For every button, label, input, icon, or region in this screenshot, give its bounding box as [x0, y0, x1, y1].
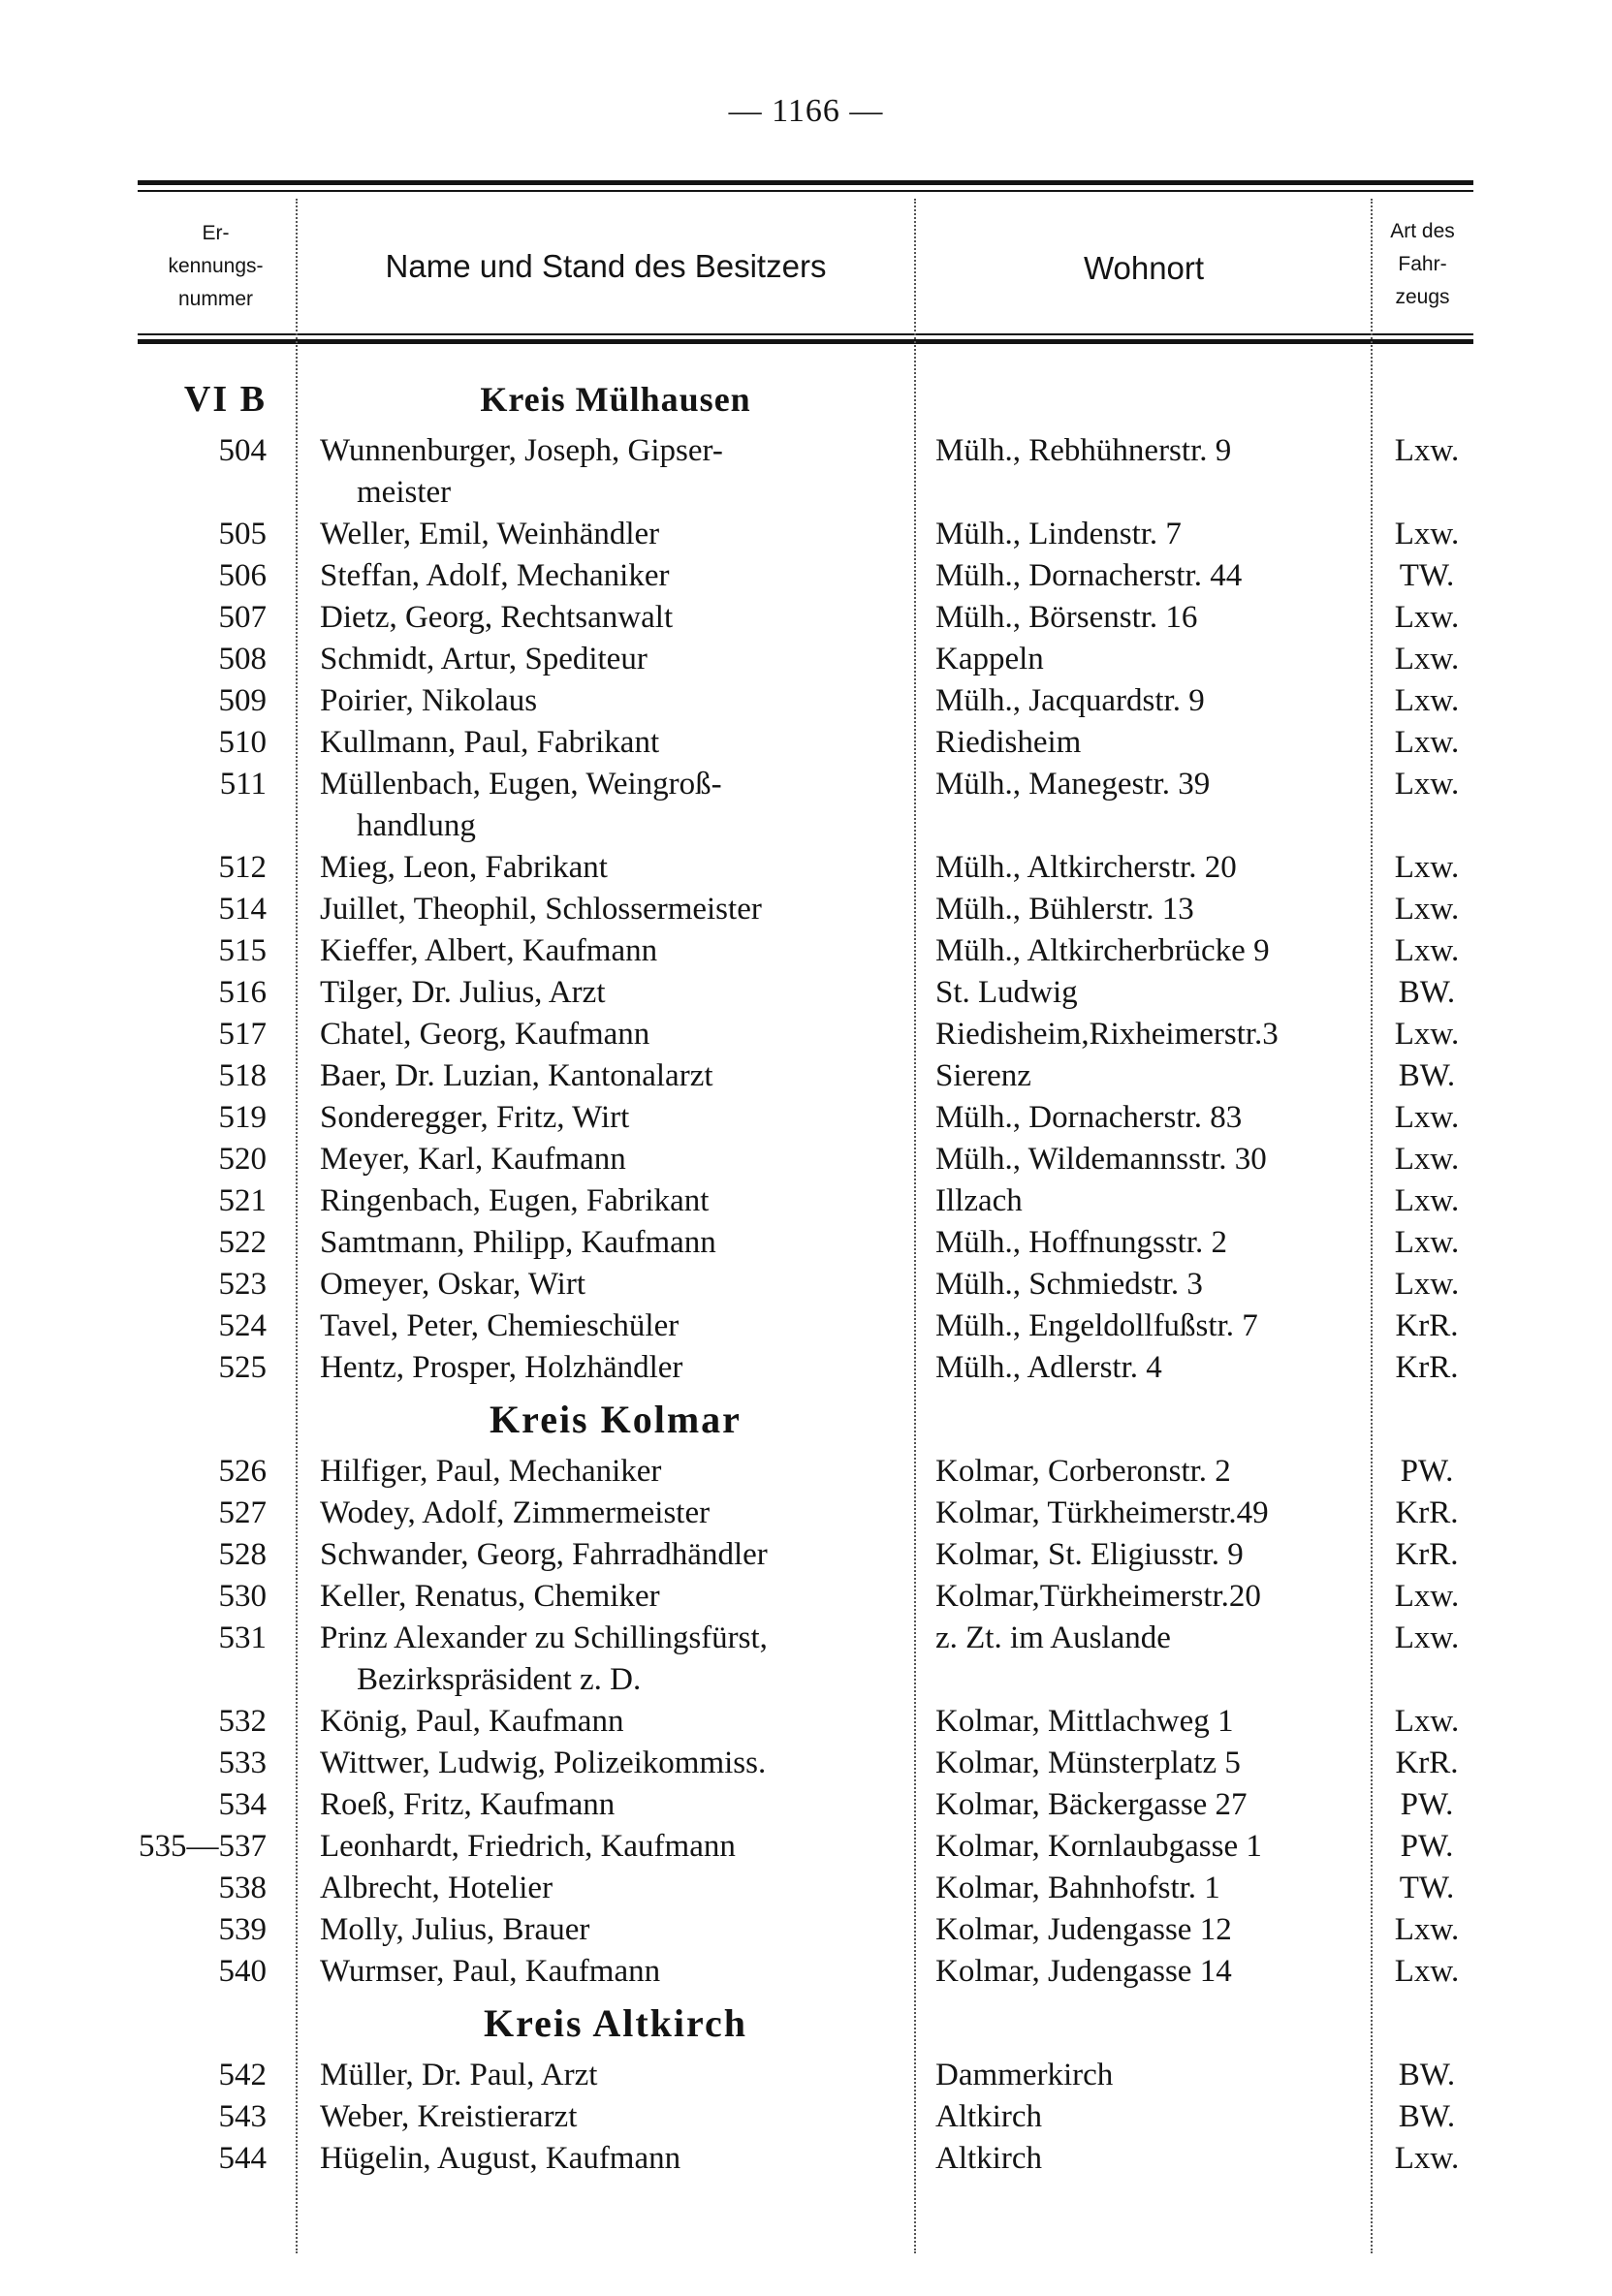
vehicle-type: Lxw. — [1394, 1017, 1460, 1052]
row-id-number: 510 — [218, 725, 267, 760]
row-id-number: 532 — [218, 1704, 267, 1739]
residence: Kolmar, Bäckergasse 27 — [935, 1787, 1248, 1822]
vehicle-type: KrR. — [1395, 1308, 1459, 1343]
vehicle-type: PW. — [1400, 1829, 1454, 1864]
header-id-column — [145, 217, 286, 316]
vehicle-type: Lxw. — [1394, 1912, 1460, 1947]
row-id-number: 514 — [218, 892, 267, 927]
table-row — [0, 555, 1612, 597]
residence: Mülh., Dornacherstr. 44 — [935, 558, 1243, 593]
owner-name-text: Kullmann, Paul, Fabrikant — [320, 725, 660, 760]
owner-name — [320, 722, 901, 764]
top-rule-thick — [138, 180, 1473, 185]
vehicle-type: Lxw. — [1394, 1183, 1460, 1218]
vehicle-type: Lxw. — [1394, 1142, 1460, 1177]
residence: Mülh., Jacquardstr. 9 — [935, 683, 1205, 718]
owner-name — [320, 2096, 901, 2138]
owner-name-text: Samtmann, Philipp, Kaufmann — [320, 1225, 716, 1260]
vehicle-type: Lxw. — [1394, 892, 1460, 927]
residence: Mülh., Rebhühnerstr. 9 — [935, 433, 1232, 468]
table-row — [0, 1264, 1612, 1305]
vehicle-type: Lxw. — [1394, 1225, 1460, 1260]
header-ort-column: Wohnort — [1083, 250, 1205, 286]
owner-name — [320, 514, 901, 555]
owner-name-continuation: handlung — [357, 808, 476, 843]
owner-name — [320, 680, 901, 722]
table-row — [0, 2055, 1612, 2096]
table-row — [0, 1743, 1612, 1784]
row-id-number: 512 — [218, 850, 267, 885]
row-id-number: 506 — [218, 558, 267, 593]
row-id-number: 531 — [218, 1620, 267, 1655]
owner-name — [320, 1493, 901, 1534]
residence: Altkirch — [935, 2099, 1042, 2134]
section-header — [0, 1993, 1612, 2055]
row-id-number: 509 — [218, 683, 267, 718]
header-art-line: Fahr- — [1398, 253, 1447, 275]
table-row — [0, 1784, 1612, 1826]
owner-name — [320, 2055, 901, 2096]
header-art-column — [1372, 215, 1473, 314]
row-id-number: 507 — [218, 600, 267, 635]
row-id-number: 517 — [218, 1017, 267, 1052]
owner-name-text: Keller, Renatus, Chemiker — [320, 1579, 660, 1614]
row-id-number: 544 — [218, 2141, 267, 2176]
header-id-line: nummer — [177, 288, 254, 310]
vehicle-type: Lxw. — [1394, 1100, 1460, 1135]
owner-name — [320, 972, 901, 1014]
residence: Kolmar, Corberonstr. 2 — [935, 1454, 1231, 1489]
residence: Mülh., Manegestr. 39 — [935, 767, 1211, 802]
vehicle-type: Lxw. — [1394, 1704, 1460, 1739]
owner-name — [320, 1576, 901, 1618]
owner-name-text: Ringenbach, Eugen, Fabrikant — [320, 1183, 710, 1218]
table-row — [0, 514, 1612, 555]
table-row — [0, 597, 1612, 639]
owner-name-text: Sonderegger, Fritz, Wirt — [320, 1100, 630, 1135]
table-row — [0, 639, 1612, 680]
vehicle-type: TW. — [1399, 1871, 1455, 1905]
table-row — [0, 1534, 1612, 1576]
row-id-number: 521 — [218, 1183, 267, 1218]
row-id-number: 539 — [218, 1912, 267, 1947]
residence: Illzach — [935, 1183, 1023, 1218]
table-row — [0, 1493, 1612, 1534]
table-row — [0, 1222, 1612, 1264]
row-id-number: 522 — [218, 1225, 267, 1260]
residence: Kappeln — [935, 642, 1044, 676]
owner-name — [320, 1534, 901, 1576]
row-id-number: 533 — [218, 1746, 267, 1780]
section-title: Kreis Kolmar — [490, 1398, 742, 1441]
table-row — [0, 1701, 1612, 1743]
residence: Mülh., Altkircherbrücke 9 — [935, 933, 1270, 968]
owner-name — [320, 1743, 901, 1784]
table-row — [0, 847, 1612, 889]
table-row — [0, 930, 1612, 972]
vehicle-type: Lxw. — [1394, 433, 1460, 468]
residence: Sierenz — [935, 1058, 1031, 1093]
header-id-line: kennungs- — [168, 255, 264, 277]
vehicle-type: KrR. — [1395, 1495, 1459, 1530]
table-row — [0, 1909, 1612, 1951]
section-header — [0, 368, 1612, 430]
vehicle-type: Lxw. — [1394, 1579, 1460, 1614]
header-rule-thin — [138, 333, 1473, 335]
residence: Kolmar, Judengasse 14 — [935, 1954, 1232, 1989]
owner-name — [320, 1139, 901, 1180]
residence: Kolmar, Bahnhofstr. 1 — [935, 1871, 1220, 1905]
vehicle-type: Lxw. — [1394, 1620, 1460, 1655]
residence: Mülh., Börsenstr. 16 — [935, 600, 1198, 635]
owner-name-text: Wunnenburger, Joseph, Gipser- — [320, 433, 723, 468]
owner-name-text: Tilger, Dr. Julius, Arzt — [320, 975, 606, 1010]
owner-name — [320, 1180, 901, 1222]
residence: Altkirch — [935, 2141, 1042, 2176]
vehicle-type: Lxw. — [1394, 1267, 1460, 1302]
table-row — [0, 2138, 1612, 2180]
vehicle-type: BW. — [1398, 975, 1456, 1010]
row-id-number: 515 — [218, 933, 267, 968]
vehicle-type: KrR. — [1395, 1746, 1459, 1780]
vehicle-type: Lxw. — [1394, 850, 1460, 885]
residence: Mülh., Hoffnungsstr. 2 — [935, 1225, 1227, 1260]
owner-name — [320, 1222, 901, 1264]
vehicle-type: Lxw. — [1394, 725, 1460, 760]
residence: Kolmar, Türkheimerstr.49 — [935, 1495, 1269, 1530]
owner-name — [320, 1347, 901, 1389]
owner-name — [320, 1305, 901, 1347]
owner-name — [320, 1826, 901, 1868]
residence: Kolmar, Mittlachweg 1 — [935, 1704, 1234, 1739]
row-id-number: 519 — [218, 1100, 267, 1135]
row-id-number: 535—537 — [139, 1829, 267, 1864]
header-name-column: Name und Stand des Besitzers — [385, 248, 827, 284]
row-id-number: 523 — [218, 1267, 267, 1302]
owner-name — [320, 847, 901, 889]
section-header — [0, 1389, 1612, 1451]
owner-name-text: Wittwer, Ludwig, Polizeikommiss. — [320, 1746, 767, 1780]
row-id-number: 543 — [218, 2099, 267, 2134]
owner-name-text: Leonhardt, Friedrich, Kaufmann — [320, 1829, 736, 1864]
table-row — [0, 1180, 1612, 1222]
residence: Riedisheim — [935, 725, 1082, 760]
owner-name-text: Juillet, Theophil, Schlossermeister — [320, 892, 762, 927]
row-id-number: 524 — [218, 1308, 267, 1343]
vehicle-type: Lxw. — [1394, 683, 1460, 718]
table-row — [0, 1014, 1612, 1055]
owner-name-text: Chatel, Georg, Kaufmann — [320, 1017, 650, 1052]
residence: Mülh., Dornacherstr. 83 — [935, 1100, 1243, 1135]
residence: Mülh., Altkircherstr. 20 — [935, 850, 1237, 885]
owner-name-text: Wodey, Adolf, Zimmermeister — [320, 1495, 711, 1530]
owner-name-continuation: meister — [357, 475, 452, 510]
vehicle-type: Lxw. — [1394, 2141, 1460, 2176]
vehicle-type: KrR. — [1395, 1350, 1459, 1385]
residence: Riedisheim,Rixheimerstr.3 — [935, 1017, 1279, 1052]
owner-name-text: Hilfiger, Paul, Mechaniker — [320, 1454, 662, 1489]
table-row — [0, 1576, 1612, 1618]
row-id-number: 528 — [218, 1537, 267, 1572]
table-row — [0, 430, 1612, 514]
owner-name-text: Müllenbach, Eugen, Weingroß- — [320, 767, 722, 802]
vehicle-type: KrR. — [1395, 1537, 1459, 1572]
residence: Kolmar, Münsterplatz 5 — [935, 1746, 1241, 1780]
owner-name — [320, 764, 901, 847]
header-id-line: Er- — [202, 222, 230, 244]
owner-name — [320, 1701, 901, 1743]
residence: St. Ludwig — [935, 975, 1078, 1010]
row-id-number: 526 — [218, 1454, 267, 1489]
vehicle-type: BW. — [1398, 1058, 1456, 1093]
owner-name-text: Schwander, Georg, Fahrradhändler — [320, 1537, 768, 1572]
owner-name-text: Roeß, Fritz, Kaufmann — [320, 1787, 616, 1822]
residence: Mülh., Lindenstr. 7 — [935, 517, 1182, 551]
table-row — [0, 889, 1612, 930]
residence: Dammerkirch — [935, 2058, 1114, 2092]
owner-name — [320, 1055, 901, 1097]
residence: Mülh., Engeldollfußstr. 7 — [935, 1308, 1258, 1343]
section-title: Kreis Altkirch — [483, 2001, 748, 2045]
owner-name-text: Hügelin, August, Kaufmann — [320, 2141, 681, 2176]
table-row — [0, 1618, 1612, 1701]
vehicle-type: TW. — [1399, 558, 1455, 593]
page-number: — 1166 — — [728, 93, 884, 129]
owner-name — [320, 930, 901, 972]
owner-name — [320, 430, 901, 514]
residence: Kolmar, St. Eligiusstr. 9 — [935, 1537, 1244, 1572]
table-row — [0, 680, 1612, 722]
row-id-number: 518 — [218, 1058, 267, 1093]
owner-name-text: Dietz, Georg, Rechtsanwalt — [320, 600, 674, 635]
owner-name — [320, 1951, 901, 1993]
row-id-number: 540 — [218, 1954, 267, 1989]
row-id-number: 508 — [218, 642, 267, 676]
row-id-number: 525 — [218, 1350, 267, 1385]
header-art-line: Art des — [1390, 220, 1455, 242]
owner-name-text: Molly, Julius, Brauer — [320, 1912, 590, 1947]
table-row — [0, 1451, 1612, 1493]
owner-name-text: Schmidt, Artur, Spediteur — [320, 642, 648, 676]
owner-name — [320, 1264, 901, 1305]
table-row — [0, 1868, 1612, 1909]
section-title: Kreis Mülhausen — [480, 380, 751, 419]
residence: Kolmar, Judengasse 12 — [935, 1912, 1232, 1947]
owner-name-text: Kieffer, Albert, Kaufmann — [320, 933, 658, 968]
table-row — [0, 1055, 1612, 1097]
owner-name — [320, 639, 901, 680]
row-id-number: 542 — [218, 2058, 267, 2092]
owner-name-text: Prinz Alexander zu Schillingsfürst, — [320, 1620, 768, 1655]
header-art-line: zeugs — [1395, 286, 1450, 308]
owner-name — [320, 1014, 901, 1055]
residence: Mülh., Adlerstr. 4 — [935, 1350, 1162, 1385]
owner-name-text: Hentz, Prosper, Holzhändler — [320, 1350, 683, 1385]
row-id-number: 534 — [218, 1787, 267, 1822]
table-row — [0, 1826, 1612, 1868]
row-id-number: 530 — [218, 1579, 267, 1614]
owner-name-text: Baer, Dr. Luzian, Kantonalarzt — [320, 1058, 713, 1093]
residence: Mülh., Wildemannsstr. 30 — [935, 1142, 1267, 1177]
owner-name-text: König, Paul, Kaufmann — [320, 1704, 624, 1739]
owner-name-text: Meyer, Karl, Kaufmann — [320, 1142, 626, 1177]
vehicle-type: Lxw. — [1394, 517, 1460, 551]
residence: z. Zt. im Auslande — [935, 1620, 1171, 1655]
owner-name-text: Mieg, Leon, Fabrikant — [320, 850, 608, 885]
table-row — [0, 1951, 1612, 1993]
owner-name-text: Poirier, Nikolaus — [320, 683, 538, 718]
table-row — [0, 722, 1612, 764]
table-row — [0, 2096, 1612, 2138]
vehicle-type: BW. — [1398, 2058, 1456, 2092]
vehicle-type: Lxw. — [1394, 933, 1460, 968]
owner-name — [320, 1909, 901, 1951]
table-row — [0, 1305, 1612, 1347]
residence: Kolmar,Türkheimerstr.20 — [935, 1579, 1261, 1614]
owner-name — [320, 1451, 901, 1493]
residence: Mülh., Bühlerstr. 13 — [935, 892, 1194, 927]
owner-name-text: Weber, Kreistierarzt — [320, 2099, 578, 2134]
table-row — [0, 972, 1612, 1014]
owner-name — [320, 555, 901, 597]
owner-name-text: Albrecht, Hotelier — [320, 1871, 553, 1905]
vehicle-type: Lxw. — [1394, 767, 1460, 802]
table-row — [0, 1097, 1612, 1139]
owner-name-text: Weller, Emil, Weinhändler — [320, 517, 660, 551]
residence: Mülh., Schmiedstr. 3 — [935, 1267, 1203, 1302]
table-row — [0, 1347, 1612, 1389]
table-row — [0, 1139, 1612, 1180]
header-rule-thick — [138, 339, 1473, 344]
row-id-number: 505 — [218, 517, 267, 551]
owner-name-text: Müller, Dr. Paul, Arzt — [320, 2058, 598, 2092]
owner-name — [320, 1097, 901, 1139]
row-id-number: 516 — [218, 975, 267, 1010]
vehicle-type: BW. — [1398, 2099, 1456, 2134]
owner-name-continuation: Bezirkspräsident z. D. — [357, 1662, 642, 1697]
owner-name-text: Omeyer, Oskar, Wirt — [320, 1267, 586, 1302]
owner-name-text: Wurmser, Paul, Kaufmann — [320, 1954, 661, 1989]
residence: Kolmar, Kornlaubgasse 1 — [935, 1829, 1262, 1864]
vehicle-type: PW. — [1400, 1454, 1454, 1489]
top-rule-thin — [138, 190, 1473, 192]
vehicle-type: Lxw. — [1394, 642, 1460, 676]
owner-name-text: Steffan, Adolf, Mechaniker — [320, 558, 670, 593]
vehicle-type: PW. — [1400, 1787, 1454, 1822]
vehicle-type: Lxw. — [1394, 600, 1460, 635]
table-row — [0, 764, 1612, 847]
row-id-number: 504 — [218, 433, 267, 468]
section-id: VI B — [183, 379, 267, 420]
row-id-number: 520 — [218, 1142, 267, 1177]
register-table — [0, 368, 1612, 2180]
owner-name — [320, 889, 901, 930]
owner-name — [320, 597, 901, 639]
row-id-number: 511 — [219, 767, 267, 802]
owner-name-text: Tavel, Peter, Chemieschüler — [320, 1308, 680, 1343]
owner-name — [320, 1618, 901, 1701]
row-id-number: 538 — [218, 1871, 267, 1905]
owner-name — [320, 2138, 901, 2180]
owner-name — [320, 1784, 901, 1826]
owner-name — [320, 1868, 901, 1909]
row-id-number: 527 — [218, 1495, 267, 1530]
vehicle-type: Lxw. — [1394, 1954, 1460, 1989]
